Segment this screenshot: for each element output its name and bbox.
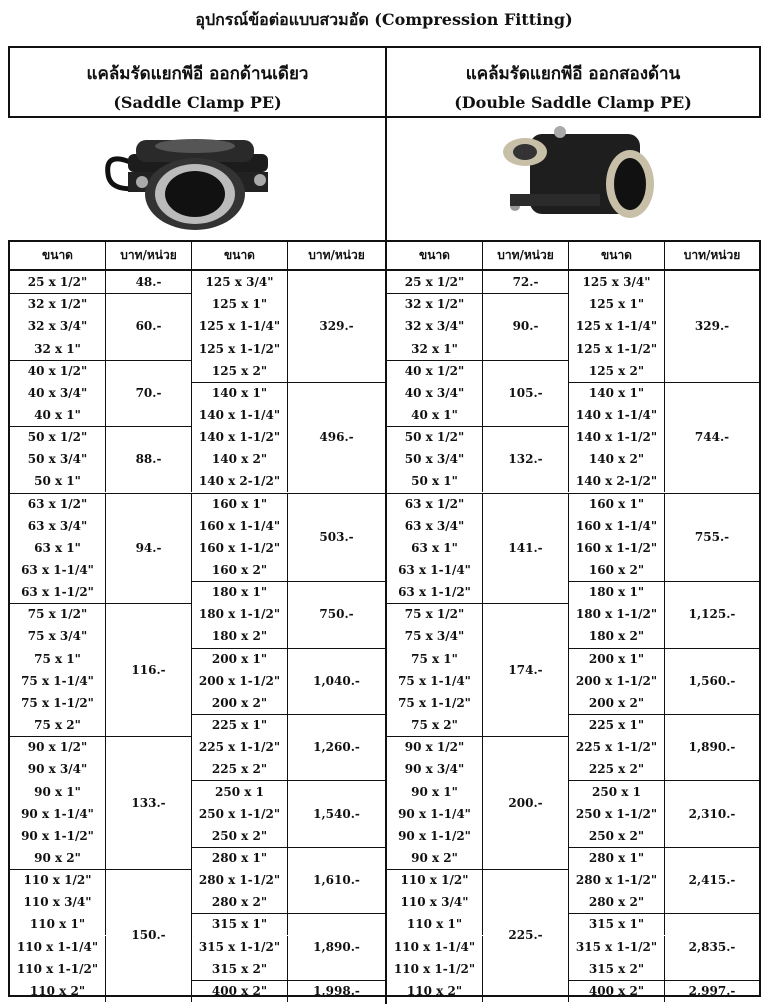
single-size-cell: 280 x 1" xyxy=(192,847,288,869)
double-size-cell: 160 x 2" xyxy=(569,559,665,581)
double-group-divider xyxy=(387,360,569,361)
double-price-cell: 225.- xyxy=(483,869,569,1002)
double-size-cell: 125 x 1-1/2" xyxy=(569,337,665,359)
double-price-cell: 90.- xyxy=(483,293,569,359)
single-saddle-price-table xyxy=(8,240,387,997)
single-size-cell: 225 x 1-1/2" xyxy=(192,736,288,758)
double-size-cell: 32 x 1/2" xyxy=(387,293,483,315)
single-price-cell: 496.- xyxy=(319,430,354,445)
double-size-cell: 200 x 2" xyxy=(569,692,665,714)
double-price-cell: 2,415.- xyxy=(688,873,736,888)
single-size-cell: 400 x 2" xyxy=(192,980,288,1002)
double-size-cell: 315 x 2" xyxy=(569,958,665,980)
double-size-cell: 140 x 1-1/2" xyxy=(569,426,665,448)
double-header-price: บาท/หน่วย xyxy=(665,242,759,271)
single-size-cell: 75 x 1-1/4" xyxy=(10,670,106,692)
double-size-cell: 250 x 1 xyxy=(569,780,665,802)
single-group-divider xyxy=(192,648,385,649)
double-size-cell: 110 x 1-1/2" xyxy=(387,958,483,980)
single-group-divider xyxy=(10,426,192,427)
single-header-size: ขนาด xyxy=(10,242,106,271)
single-size-cell: 90 x 1/2" xyxy=(10,736,106,758)
double-size-cell: 315 x 1" xyxy=(569,913,665,935)
single-group-divider xyxy=(192,382,385,383)
single-price-cell: 750.- xyxy=(319,607,354,622)
single-size-cell: 140 x 2-1/2" xyxy=(192,470,288,492)
double-header-price: บาท/หน่วย xyxy=(483,242,569,271)
double-size-cell: 110 x 2" xyxy=(387,980,483,1002)
single-size-cell: 110 x 1-1/2" xyxy=(10,958,106,980)
double-size-cell: 280 x 1" xyxy=(569,847,665,869)
single-size-cell: 280 x 1-1/2" xyxy=(192,869,288,891)
single-size-cell: 125 x 1" xyxy=(192,293,288,315)
single-size-cell: 160 x 1-1/2" xyxy=(192,537,288,559)
double-size-cell: 40 x 1" xyxy=(387,404,483,426)
single-price-cell: 60.- xyxy=(106,293,192,359)
single-size-cell: 160 x 1" xyxy=(192,493,288,515)
double-size-cell: 63 x 1-1/4" xyxy=(387,559,483,581)
single-size-cell: 180 x 1" xyxy=(192,581,288,603)
single-group-divider xyxy=(10,493,192,494)
double-size-cell: 200 x 1-1/2" xyxy=(569,670,665,692)
single-size-cell: 75 x 1/2" xyxy=(10,603,106,625)
double-size-cell: 225 x 1-1/2" xyxy=(569,736,665,758)
double-group-divider xyxy=(387,426,569,427)
single-size-cell: 32 x 3/4" xyxy=(10,315,106,337)
double-group-divider xyxy=(387,293,569,294)
double-size-cell: 90 x 1" xyxy=(387,780,483,802)
double-price-cell: 2,997.- xyxy=(688,983,736,998)
single-price-cell: 150.- xyxy=(106,869,192,1002)
double-size-cell: 160 x 1-1/4" xyxy=(569,515,665,537)
double-price-cell: 1,890.- xyxy=(688,740,736,755)
single-size-cell: 125 x 1-1/4" xyxy=(192,315,288,337)
single-size-cell: 140 x 2" xyxy=(192,448,288,470)
single-size-cell: 90 x 3/4" xyxy=(10,758,106,780)
single-size-cell: 63 x 1/2" xyxy=(10,493,106,515)
double-size-cell: 125 x 1-1/4" xyxy=(569,315,665,337)
double-price-cell: 72.- xyxy=(483,271,569,293)
double-size-cell: 40 x 1/2" xyxy=(387,360,483,382)
single-saddle-title-en: (Saddle Clamp PE) xyxy=(113,93,282,112)
double-header-size: ขนาด xyxy=(387,242,483,271)
single-size-cell: 40 x 1/2" xyxy=(10,360,106,382)
single-size-cell: 200 x 1-1/2" xyxy=(192,670,288,692)
single-size-cell: 90 x 2" xyxy=(10,847,106,869)
double-size-cell: 250 x 1-1/2" xyxy=(569,803,665,825)
page-title: อุปกรณ์ข้อต่อแบบสวมอัด (Compression Fitting) xyxy=(195,10,573,29)
single-size-cell: 250 x 1 xyxy=(192,780,288,802)
double-group-divider xyxy=(387,493,569,494)
double-size-cell: 90 x 3/4" xyxy=(387,758,483,780)
double-size-cell: 140 x 2" xyxy=(569,448,665,470)
double-size-cell: 90 x 1-1/4" xyxy=(387,803,483,825)
double-size-cell: 180 x 2" xyxy=(569,625,665,647)
single-group-divider xyxy=(192,980,385,981)
single-price-cell: 133.- xyxy=(106,736,192,869)
double-price-cell: 1,560.- xyxy=(688,673,736,688)
double-size-cell: 25 x 1/2" xyxy=(387,271,483,293)
single-size-cell: 110 x 3/4" xyxy=(10,891,106,913)
double-saddle-title-en: (Double Saddle Clamp PE) xyxy=(454,93,692,112)
single-size-cell: 90 x 1-1/4" xyxy=(10,803,106,825)
single-price-cell: 116.- xyxy=(106,603,192,736)
double-group-divider xyxy=(569,493,759,494)
single-saddle-header xyxy=(8,46,387,118)
single-price-cell: 1,610.- xyxy=(313,873,360,888)
double-group-divider xyxy=(569,980,759,981)
double-size-cell: 90 x 1-1/2" xyxy=(387,825,483,847)
double-size-cell: 140 x 2-1/2" xyxy=(569,470,665,492)
single-size-cell: 125 x 3/4" xyxy=(192,271,288,293)
single-size-cell: 200 x 2" xyxy=(192,692,288,714)
single-size-cell: 110 x 2" xyxy=(10,980,106,1002)
double-saddle-title-th: แคล้มรัดแยกพีอี ออกสองด้าน xyxy=(465,64,681,84)
single-size-cell: 140 x 1-1/2" xyxy=(192,426,288,448)
single-size-cell: 32 x 1" xyxy=(10,337,106,359)
double-group-divider xyxy=(387,736,569,737)
double-size-cell: 63 x 3/4" xyxy=(387,515,483,537)
single-header-size: ขนาด xyxy=(192,242,288,271)
single-size-cell: 110 x 1/2" xyxy=(10,869,106,891)
single-size-cell: 250 x 1-1/2" xyxy=(192,803,288,825)
double-group-divider xyxy=(569,847,759,848)
double-size-cell: 50 x 3/4" xyxy=(387,448,483,470)
single-group-divider xyxy=(192,493,385,494)
single-price-cell: 503.- xyxy=(319,529,354,544)
single-group-divider xyxy=(192,913,385,914)
double-size-cell: 110 x 1" xyxy=(387,913,483,935)
double-size-cell: 280 x 2" xyxy=(569,891,665,913)
single-size-cell: 40 x 1" xyxy=(10,404,106,426)
single-price-cell: 94.- xyxy=(106,493,192,604)
single-size-cell: 75 x 2" xyxy=(10,714,106,736)
single-group-divider xyxy=(10,360,192,361)
double-size-cell: 50 x 1/2" xyxy=(387,426,483,448)
double-header-size: ขนาด xyxy=(569,242,665,271)
single-size-cell: 180 x 2" xyxy=(192,625,288,647)
double-size-cell: 32 x 1" xyxy=(387,337,483,359)
single-size-cell: 125 x 2" xyxy=(192,360,288,382)
single-size-cell: 250 x 2" xyxy=(192,825,288,847)
single-size-cell: 160 x 2" xyxy=(192,559,288,581)
double-size-cell: 63 x 1-1/2" xyxy=(387,581,483,603)
single-group-divider xyxy=(10,869,192,870)
single-price-cell: 1,890.- xyxy=(313,939,360,954)
single-size-cell: 63 x 3/4" xyxy=(10,515,106,537)
double-group-divider xyxy=(569,780,759,781)
double-size-cell: 110 x 3/4" xyxy=(387,891,483,913)
double-size-cell: 280 x 1-1/2" xyxy=(569,869,665,891)
double-price-cell: 755.- xyxy=(694,529,730,544)
single-size-cell: 110 x 1-1/4" xyxy=(10,936,106,958)
double-size-cell: 140 x 1-1/4" xyxy=(569,404,665,426)
double-group-divider xyxy=(569,648,759,649)
single-header-price: บาท/หน่วย xyxy=(106,242,192,271)
single-size-cell: 140 x 1" xyxy=(192,382,288,404)
single-size-cell: 50 x 1/2" xyxy=(10,426,106,448)
double-size-cell: 225 x 2" xyxy=(569,758,665,780)
single-size-cell: 50 x 3/4" xyxy=(10,448,106,470)
single-size-cell: 75 x 3/4" xyxy=(10,625,106,647)
double-size-cell: 90 x 1/2" xyxy=(387,736,483,758)
single-size-cell: 63 x 1-1/2" xyxy=(10,581,106,603)
single-group-divider xyxy=(10,293,192,294)
single-size-cell: 125 x 1-1/2" xyxy=(192,337,288,359)
single-size-cell: 180 x 1-1/2" xyxy=(192,603,288,625)
single-size-cell: 90 x 1" xyxy=(10,780,106,802)
single-size-cell: 140 x 1-1/4" xyxy=(192,404,288,426)
double-size-cell: 160 x 1" xyxy=(569,493,665,515)
double-size-cell: 400 x 2" xyxy=(569,980,665,1002)
single-price-cell: 70.- xyxy=(106,360,192,426)
double-size-cell: 50 x 1" xyxy=(387,470,483,492)
single-size-cell: 63 x 1-1/4" xyxy=(10,559,106,581)
single-group-divider xyxy=(192,847,385,848)
double-price-cell: 105.- xyxy=(483,360,569,426)
single-size-cell: 75 x 1-1/2" xyxy=(10,692,106,714)
double-price-cell: 174.- xyxy=(483,603,569,736)
single-size-cell: 225 x 1" xyxy=(192,714,288,736)
double-price-cell: 2,310.- xyxy=(688,806,736,821)
double-price-cell: 744.- xyxy=(694,430,730,445)
single-size-cell: 200 x 1" xyxy=(192,648,288,670)
single-size-cell: 315 x 1" xyxy=(192,913,288,935)
double-price-cell: 200.- xyxy=(483,736,569,869)
single-price-cell: 1,260.- xyxy=(313,740,360,755)
double-size-cell: 90 x 2" xyxy=(387,847,483,869)
single-size-cell: 280 x 2" xyxy=(192,891,288,913)
single-group-divider xyxy=(192,780,385,781)
double-price-cell: 1,125.- xyxy=(688,607,736,622)
double-group-divider xyxy=(387,603,569,604)
double-group-divider xyxy=(569,913,759,914)
double-size-cell: 315 x 1-1/2" xyxy=(569,936,665,958)
double-size-cell: 180 x 1-1/2" xyxy=(569,603,665,625)
double-group-divider xyxy=(569,714,759,715)
double-saddle-header xyxy=(385,46,761,118)
double-price-cell: 132.- xyxy=(483,426,569,492)
single-size-cell: 25 x 1/2" xyxy=(10,271,106,293)
double-saddle-price-table xyxy=(385,240,761,997)
double-group-divider xyxy=(387,869,569,870)
single-size-cell: 32 x 1/2" xyxy=(10,293,106,315)
single-size-cell: 160 x 1-1/4" xyxy=(192,515,288,537)
single-group-divider xyxy=(10,603,192,604)
single-size-cell: 75 x 1" xyxy=(10,648,106,670)
double-size-cell: 110 x 1/2" xyxy=(387,869,483,891)
single-group-divider xyxy=(10,736,192,737)
double-size-cell: 75 x 1-1/4" xyxy=(387,670,483,692)
single-size-cell: 40 x 3/4" xyxy=(10,382,106,404)
double-size-cell: 75 x 2" xyxy=(387,714,483,736)
single-price-cell: 1,998.- xyxy=(313,983,360,998)
double-size-cell: 160 x 1-1/2" xyxy=(569,537,665,559)
double-size-cell: 75 x 1-1/2" xyxy=(387,692,483,714)
double-price-cell: 2,835.- xyxy=(688,939,736,954)
single-size-cell: 315 x 2" xyxy=(192,958,288,980)
double-size-cell: 32 x 3/4" xyxy=(387,315,483,337)
double-size-cell: 125 x 3/4" xyxy=(569,271,665,293)
single-size-cell: 110 x 1" xyxy=(10,913,106,935)
double-size-cell: 180 x 1" xyxy=(569,581,665,603)
single-size-cell: 225 x 2" xyxy=(192,758,288,780)
double-size-cell: 63 x 1/2" xyxy=(387,493,483,515)
single-price-cell: 1,540.- xyxy=(313,806,360,821)
double-size-cell: 75 x 1/2" xyxy=(387,603,483,625)
single-price-cell: 329.- xyxy=(319,319,354,334)
single-size-cell: 90 x 1-1/2" xyxy=(10,825,106,847)
single-price-cell: 48.- xyxy=(106,271,192,293)
double-size-cell: 250 x 2" xyxy=(569,825,665,847)
double-size-cell: 140 x 1" xyxy=(569,382,665,404)
double-saddle-clamp-image xyxy=(480,124,670,234)
double-size-cell: 125 x 1" xyxy=(569,293,665,315)
double-size-cell: 200 x 1" xyxy=(569,648,665,670)
single-group-divider xyxy=(192,581,385,582)
double-price-cell: 141.- xyxy=(483,493,569,604)
single-price-cell: 88.- xyxy=(106,426,192,492)
single-size-cell: 63 x 1" xyxy=(10,537,106,559)
double-price-cell: 329.- xyxy=(694,319,730,334)
single-header-price: บาท/หน่วย xyxy=(288,242,385,271)
double-group-divider xyxy=(569,382,759,383)
double-group-divider xyxy=(569,581,759,582)
double-size-cell: 63 x 1" xyxy=(387,537,483,559)
double-size-cell: 40 x 3/4" xyxy=(387,382,483,404)
double-size-cell: 75 x 3/4" xyxy=(387,625,483,647)
single-size-cell: 50 x 1" xyxy=(10,470,106,492)
single-price-cell: 1,040.- xyxy=(313,673,360,688)
single-saddle-title-th: แคล้มรัดแยกพีอี ออกด้านเดียว xyxy=(86,64,309,84)
single-group-divider xyxy=(192,714,385,715)
saddle-clamp-image xyxy=(100,122,290,232)
double-size-cell: 75 x 1" xyxy=(387,648,483,670)
single-size-cell: 315 x 1-1/2" xyxy=(192,936,288,958)
double-size-cell: 110 x 1-1/4" xyxy=(387,936,483,958)
double-size-cell: 225 x 1" xyxy=(569,714,665,736)
double-size-cell: 125 x 2" xyxy=(569,360,665,382)
